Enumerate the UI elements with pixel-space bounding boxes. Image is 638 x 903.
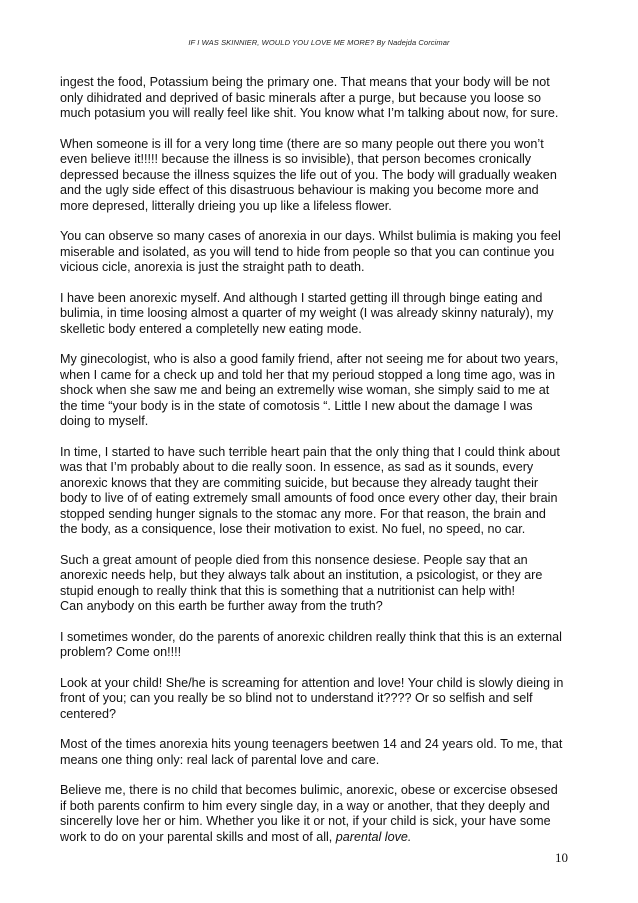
emphasis-text: parental love.: [335, 829, 412, 844]
text-line: only dihidrated and deprived of basic minerals after a purge, but because you loose so: [60, 90, 541, 105]
text-line: the time “your body is in the state of comotosis “. Little I new about the damage I was: [60, 398, 533, 413]
paragraph: [60, 630, 584, 661]
text-line: [60, 830, 584, 846]
paragraph: [60, 137, 584, 215]
text-line: In time, I started to have such terrible heart pain that the only thing that I could think about: [60, 444, 560, 459]
text-line: much potasium you will really feel like shit. You know what I’m talking about now, for sure.: [60, 106, 559, 120]
paragraph: [60, 737, 584, 768]
paragraph: [60, 783, 584, 845]
paragraph: [60, 75, 584, 122]
text-line: shock when she saw me and being an extremelly wise woman, she simply said to me at: [60, 383, 550, 397]
page-number: 10: [555, 850, 568, 865]
text-line: vicious cicle, anorexia is just the straight path to death.: [60, 260, 365, 274]
text-line: Such a great amount of people died from this nonsence desiese. People say that an: [60, 552, 528, 567]
text-line: Look at your child! She/he is screaming for attention and love! Your child is slowly dieing in: [60, 675, 564, 690]
text-line: anorexic knows that they are commiting suicide, but because they already taught their: [60, 475, 539, 490]
paragraph: [60, 291, 584, 338]
text-line: ingest the food, Potassium being the primary one. That means that your body will be not: [60, 75, 550, 89]
paragraph: [60, 352, 584, 430]
text-line: stopped sending hunger signals to the stomac any more. For that reason, the brain and: [60, 506, 546, 521]
text-line: You can observe so many cases of anorexia in our days. Whilst bulimia is making you feel: [60, 229, 561, 243]
text-line: centered?: [60, 706, 117, 721]
text-line: bulimia, in time loosing almost a quarter of my weight (I was already skinny naturaly), my: [60, 306, 554, 320]
text-line: depressed because the illness squizes the life out of you. The body will gradually weaken: [60, 167, 557, 182]
paragraph: [60, 553, 584, 615]
text-line: I sometimes wonder, do the parents of anorexic children really think that this is an external: [60, 629, 562, 644]
text-line: miserable and isolated, as you will tend to hide from people so that you can continue you: [60, 244, 555, 259]
text-line: when I came for a check up and told her that my perioud stopped a long time ago, was in: [60, 367, 555, 382]
text-line: skelletic body entered a completelly new eating mode.: [60, 321, 362, 336]
text-line: if both parents confirm to him every single day, in a way or another, that they deeply and: [60, 798, 550, 813]
text-line: the body, as a consiquence, lose their motivation to exist. No fuel, no speed, no car.: [60, 522, 526, 536]
text-line: was that I’m probably about to die really soon. In essence, as sad as it sounds, every: [60, 460, 534, 474]
text-line: I have been anorexic myself. And although I started getting ill through binge eating and: [60, 290, 543, 305]
text-line: Believe me, there is no child that becomes bulimic, anorexic, obese or excercise obsesed: [60, 783, 558, 797]
paragraph: [60, 676, 584, 723]
body-text: [60, 75, 584, 860]
text-line: front of you; can you really be so blind not to understand it???? Or so selfish and self: [60, 691, 533, 705]
text-line: body to live of of eating extremely small amounts of food once every other day, their brain: [60, 491, 558, 505]
text-line: doing to myself.: [60, 414, 149, 428]
text-line: and the ugly side effect of this disastruous behaviour is making you become more and: [60, 183, 539, 197]
text-line: Can anybody on this earth be further away from the truth?: [60, 599, 383, 613]
running-header: IF I WAS SKINNIER, WOULD YOU LOVE ME MORE? By Nadejda Corcimar: [188, 38, 450, 47]
text-line: more depresed, litterally drieing you up like a lifeless flower.: [60, 198, 392, 213]
text-line: anorexic needs help, but they always talk about an institution, a psicologist, or they are: [60, 568, 543, 582]
text-line: stupid enough to really think that this is something that a nutritionist can help with!: [60, 583, 516, 598]
text-line: sincerelly love her or him. Whether you like it or not, if your child is sick, your have some: [60, 814, 551, 828]
text-line: even believe it!!!!! because the illness is so invisible), that person becomes cronically: [60, 152, 532, 166]
paragraph: [60, 445, 584, 538]
paragraph: [60, 229, 584, 276]
text-line: means one thing only: real lack of parental love and care.: [60, 752, 380, 767]
text-line: When someone is ill for a very long time (there are so many people out there you won’t: [60, 136, 544, 151]
text-line-content: work to do on your parental skills and most of all,: [60, 829, 333, 844]
text-line: Most of the times anorexia hits young teenagers beetwen 14 and 24 years old. To me, that: [60, 737, 563, 751]
text-line: My ginecologist, who is also a good family friend, after not seeing me for about two years,: [60, 352, 559, 366]
text-line: problem? Come on!!!!: [60, 645, 182, 659]
